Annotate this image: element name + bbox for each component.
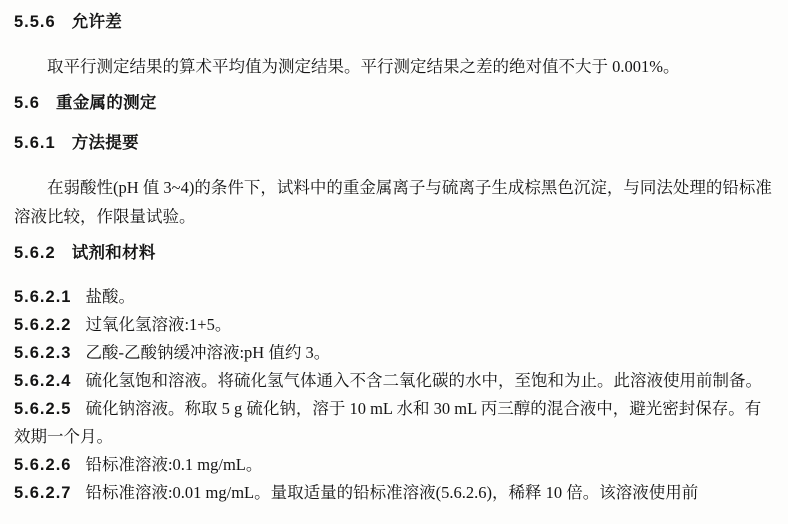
- section-number: 5.6.1: [14, 134, 56, 152]
- section-title: 方法提要: [71, 134, 139, 152]
- clause-text: 过氧化氢溶液:1+5。: [85, 315, 232, 334]
- clause-item: [14, 283, 776, 311]
- clause-text: 硫化氢饱和溶液。将硫化氢气体通入不含二氧化碳的水中，至饱和为止。此溶液使用前制备。: [85, 371, 762, 390]
- section-number: 5.5.6: [14, 13, 56, 31]
- clause-text: 硫化钠溶液。称取 5 g 硫化钠，溶于 10 mL 水和 30 mL 丙三醇的混合液中，避光密封保存。有效期一个月。: [14, 399, 762, 446]
- section-number: 5.6.2: [14, 244, 56, 262]
- clause-item: [14, 339, 776, 367]
- body-paragraph: 在弱酸性(pH 值 3~4)的条件下，试料中的重金属离子与硫离子生成棕黑色沉淀，与同法处理的铅标准溶液比较，作限量试验。: [14, 178, 772, 226]
- section-heading: [14, 133, 776, 153]
- clause-text: 铅标准溶液:0.1 mg/mL。: [85, 455, 263, 474]
- section-heading: [14, 243, 776, 263]
- clause-number: 5.6.2.3: [14, 344, 72, 362]
- clause-item: [14, 479, 776, 507]
- clause-number: 5.6.2.5: [14, 400, 72, 418]
- clause-number: 5.6.2.2: [14, 316, 72, 334]
- clause-item: [14, 311, 776, 339]
- clause-text: 铅标准溶液:0.01 mg/mL。量取适量的铅标准溶液(5.6.2.6)，稀释 10 倍。该溶液使用前: [85, 483, 699, 502]
- clause-item: [14, 367, 776, 395]
- clause-item: [14, 451, 776, 479]
- clause-number: 5.6.2.4: [14, 372, 72, 390]
- clause-number: 5.6.2.7: [14, 484, 72, 502]
- section-title: 允许差: [71, 13, 123, 31]
- clause-item: [14, 395, 776, 451]
- clause-number: 5.6.2.1: [14, 288, 72, 306]
- document-blocks: [14, 12, 776, 507]
- clause-text: 盐酸。: [85, 287, 135, 306]
- section-title: 试剂和材料: [71, 244, 156, 262]
- clause-number: 5.6.2.6: [14, 456, 72, 474]
- clause-text: 乙酸-乙酸钠缓冲溶液:pH 值约 3。: [85, 343, 331, 362]
- body-paragraph: 取平行测定结果的算术平均值为测定结果。平行测定结果之差的绝对值不大于 0.001%。: [47, 57, 680, 76]
- section-heading: [14, 93, 776, 113]
- section-title: 重金属的测定: [55, 94, 157, 112]
- section-number: 5.6: [14, 94, 40, 112]
- section-heading: [14, 12, 776, 32]
